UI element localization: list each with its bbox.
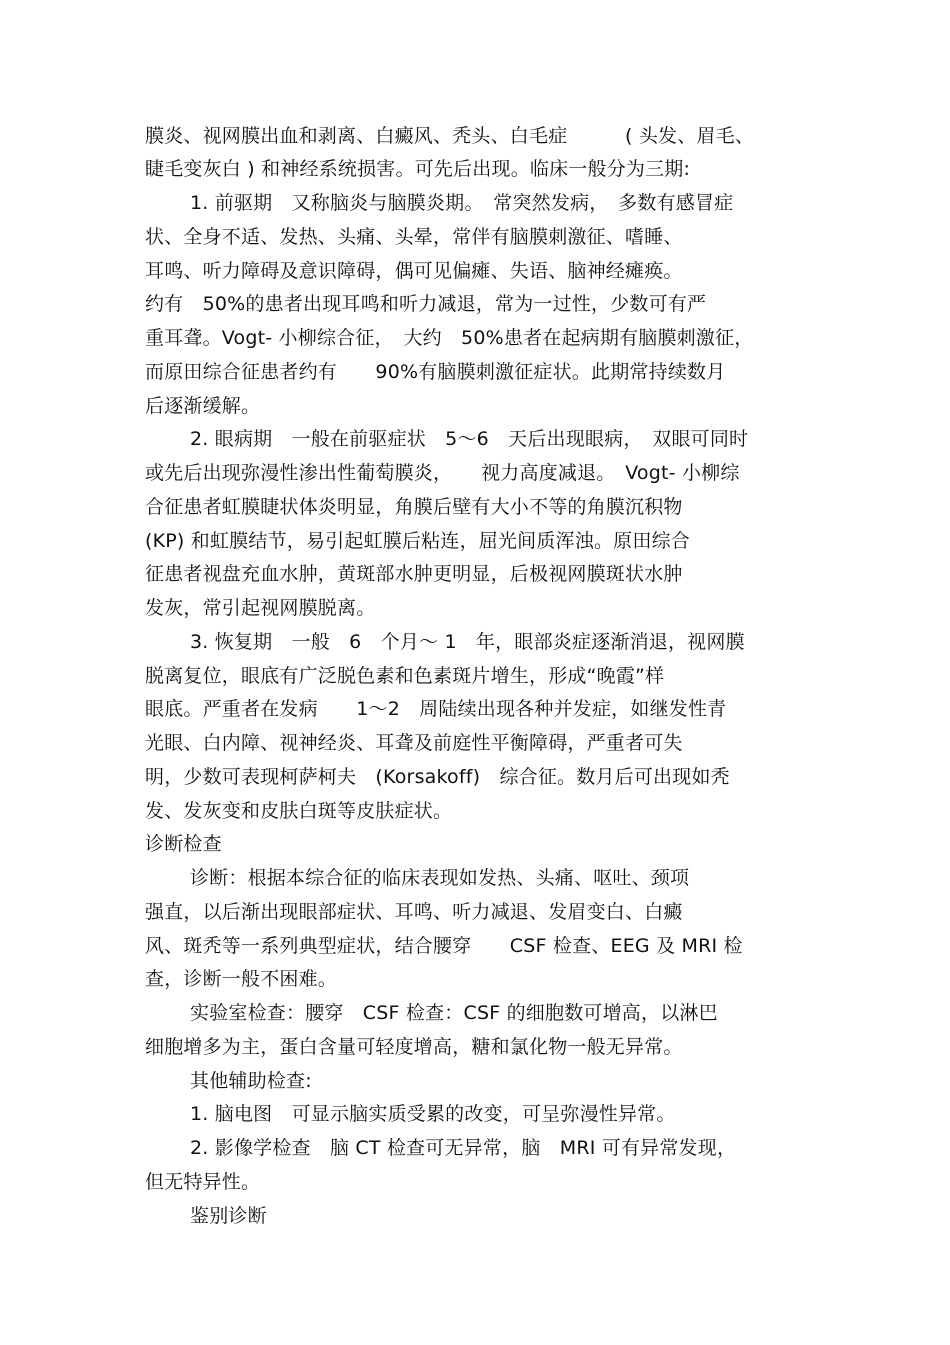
text-line: (KP) 和虹膜结节，易引起虹膜后粘连，屈光间质浑浊。原田综合: [145, 530, 690, 552]
text-line: 眼底。严重者在发病 1～2 周陆续出现各种并发症，如继发性青: [145, 698, 727, 720]
text-line: 重耳聋。Vogt- 小柳综合征， 大约 50%患者在起病期有脑膜刺激征，: [145, 327, 754, 349]
text-line: 1. 脑电图 可显示脑实质受累的改变，可呈弥漫性异常。: [190, 1103, 676, 1125]
section-heading: 鉴别诊断: [190, 1205, 267, 1227]
text-line: 而原田综合征患者约有 90%有脑膜刺激征症状。此期常持续数月: [145, 361, 726, 383]
text-line: 合征患者虹膜睫状体炎明显，角膜后壁有大小不等的角膜沉积物: [145, 496, 683, 518]
text-line: 睫毛变灰白 ) 和神经系统损害。可先后出现。临床一般分为三期:: [145, 158, 691, 180]
text-line: 发灰，常引起视网膜脱离。: [145, 597, 376, 619]
text-line: 实验室检查：腰穿 CSF 检查：CSF 的细胞数可增高，以淋巴: [190, 1002, 718, 1024]
text-line: 发、发灰变和皮肤白斑等皮肤症状。: [145, 800, 453, 822]
text-line: 1. 前驱期 又称脑炎与脑膜炎期。 常突然发病， 多数有感冒症: [190, 192, 734, 214]
text-line: 脱离复位，眼底有广泛脱色素和色素斑片增生，形成“晚霞”样: [145, 665, 665, 687]
section-heading: 诊断检查: [145, 833, 222, 855]
text-line: 但无特异性。: [145, 1171, 261, 1193]
text-line: 或先后出现弥漫性渗出性葡萄膜炎， 视力高度减退。 Vogt- 小柳综: [145, 462, 740, 484]
text-line: 强直，以后渐出现眼部症状、耳鸣、听力减退、发眉变白、白癜: [145, 901, 683, 923]
text-line: 后逐渐缓解。: [145, 395, 261, 417]
text-line: 其他辅助检查:: [190, 1070, 312, 1092]
text-line: 耳鸣、听力障碍及意识障碍，偶可见偏瘫、失语、脑神经瘫痪。: [145, 260, 683, 282]
text-line: 2. 眼病期 一般在前驱症状 5～6 天后出现眼病， 双眼可同时: [190, 428, 749, 450]
text-line: 状、全身不适、发热、头痛、头晕，常伴有脑膜刺激征、嗜睡、: [145, 226, 683, 248]
text-line: 细胞增多为主，蛋白含量可轻度增高，糖和氯化物一般无异常。: [145, 1036, 683, 1058]
text-line: 风、斑秃等一系列典型症状，结合腰穿 CSF 检查、EEG 及 MRI 检: [145, 935, 743, 957]
text-line: 明，少数可表现柯萨柯夫 (Korsakoff) 综合征。数月后可出现如秃: [145, 766, 730, 788]
text-line: 诊断：根据本综合征的临床表现如发热、头痛、呕吐、颈项: [190, 867, 690, 889]
text-line: 2. 影像学检查 脑 CT 检查可无异常，脑 MRI 可有异常发现，: [190, 1137, 737, 1159]
text-line: 膜炎、视网膜出血和剥离、白癜风、秃头、白毛症 ( 头发、眉毛、: [145, 125, 755, 147]
text-line: 约有 50%的患者出现耳鸣和听力减退，常为一过性，少数可有严: [145, 293, 707, 315]
text-line: 光眼、白内障、视神经炎、耳聋及前庭性平衡障碍，严重者可失: [145, 732, 683, 754]
text-line: 查，诊断一般不困难。: [145, 968, 338, 990]
text-line: 3. 恢复期 一般 6 个月～ 1 年，眼部炎症逐渐消退，视网膜: [190, 631, 745, 653]
text-line: 征患者视盘充血水肿，黄斑部水肿更明显，后极视网膜斑状水肿: [145, 563, 683, 585]
